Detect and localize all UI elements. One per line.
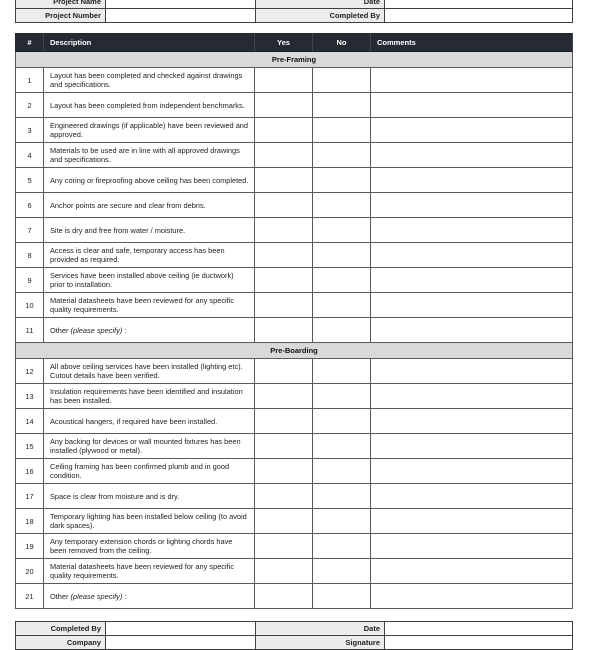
comments-cell[interactable] — [371, 118, 573, 143]
yes-cell[interactable] — [255, 484, 313, 509]
no-cell[interactable] — [313, 559, 371, 584]
checklist-row-8 — [16, 243, 573, 268]
section-title: Pre-Framing — [16, 52, 573, 68]
project-name-label: Project Name — [16, 0, 106, 9]
row-number: 1 — [16, 68, 44, 93]
no-cell[interactable] — [313, 359, 371, 384]
row-number: 17 — [16, 484, 44, 509]
no-cell[interactable] — [313, 509, 371, 534]
row-description: All above ceiling services have been installed (lighting etc). Cutout details have been verified. — [44, 359, 255, 384]
row-description: Access is clear and safe, temporary access has been provided as required. — [44, 243, 255, 268]
row-number: 10 — [16, 293, 44, 318]
no-cell[interactable] — [313, 118, 371, 143]
row-description: Any backing for devices or wall mounted fixtures has been installed (plywood or metal). — [44, 434, 255, 459]
row-number: 4 — [16, 143, 44, 168]
col-description-header: Description — [44, 34, 255, 52]
checklist-row-19 — [16, 534, 573, 559]
checklist-row-15 — [16, 434, 573, 459]
no-cell[interactable] — [313, 293, 371, 318]
comments-cell[interactable] — [371, 509, 573, 534]
row-number: 20 — [16, 559, 44, 584]
no-cell[interactable] — [313, 143, 371, 168]
no-cell[interactable] — [313, 68, 371, 93]
yes-cell[interactable] — [255, 509, 313, 534]
yes-cell[interactable] — [255, 68, 313, 93]
comments-cell[interactable] — [371, 293, 573, 318]
checklist-row-1 — [16, 68, 573, 93]
row-number: 19 — [16, 534, 44, 559]
yes-cell[interactable] — [255, 93, 313, 118]
yes-cell[interactable] — [255, 268, 313, 293]
yes-cell[interactable] — [255, 434, 313, 459]
no-cell[interactable] — [313, 168, 371, 193]
row-description: Other (please specify) : — [44, 584, 255, 609]
yes-cell[interactable] — [255, 243, 313, 268]
row-number: 18 — [16, 509, 44, 534]
col-comments-header: Comments — [371, 34, 573, 52]
comments-cell[interactable] — [371, 459, 573, 484]
comments-cell[interactable] — [371, 268, 573, 293]
comments-cell[interactable] — [371, 318, 573, 343]
yes-cell[interactable] — [255, 168, 313, 193]
checklist-row-10 — [16, 293, 573, 318]
row-description: Anchor points are secure and clear from debris. — [44, 193, 255, 218]
row-description: Layout has been completed from independent benchmarks. — [44, 93, 255, 118]
no-cell[interactable] — [313, 93, 371, 118]
row-description-note: (please specify) — [70, 591, 123, 601]
yes-cell[interactable] — [255, 559, 313, 584]
row-number: 6 — [16, 193, 44, 218]
row-description: Layout has been completed and checked against drawings and specifications. — [44, 68, 255, 93]
checklist-row-11 — [16, 318, 573, 343]
project-name-field[interactable] — [106, 0, 256, 9]
signoff-row-2 — [16, 636, 573, 650]
no-cell[interactable] — [313, 534, 371, 559]
section-title: Pre-Boarding — [16, 343, 573, 359]
checklist-row-4 — [16, 143, 573, 168]
row-description: Services have been installed above ceiling (ie ductwork) prior to installation. — [44, 268, 255, 293]
row-number: 15 — [16, 434, 44, 459]
comments-cell[interactable] — [371, 409, 573, 434]
checklist-row-13 — [16, 384, 573, 409]
comments-cell[interactable] — [371, 559, 573, 584]
signoff-completed-by-field[interactable] — [106, 622, 256, 636]
comments-cell[interactable] — [371, 359, 573, 384]
signature-label: Signature — [256, 636, 385, 650]
row-number: 7 — [16, 218, 44, 243]
no-cell[interactable] — [313, 409, 371, 434]
checklist-row-21 — [16, 584, 573, 609]
row-description: Site is dry and free from water / moisture. — [44, 218, 255, 243]
company-label: Company — [16, 636, 106, 650]
checklist-row-12 — [16, 359, 573, 384]
row-number: 14 — [16, 409, 44, 434]
checklist-table — [15, 33, 573, 609]
row-description-note: (please specify) — [70, 325, 123, 335]
yes-cell[interactable] — [255, 359, 313, 384]
row-description: Acoustical hangers, if required have been installed. — [44, 409, 255, 434]
page-content — [15, 0, 572, 650]
checklist-body — [16, 52, 573, 609]
yes-cell[interactable] — [255, 459, 313, 484]
checklist-row-18 — [16, 509, 573, 534]
yes-cell[interactable] — [255, 293, 313, 318]
signature-field[interactable] — [385, 636, 573, 650]
yes-cell[interactable] — [255, 218, 313, 243]
signoff-date-label: Date — [256, 622, 385, 636]
comments-cell[interactable] — [371, 168, 573, 193]
signoff-completed-by-label: Completed By — [16, 622, 106, 636]
section-row-pre-boarding — [16, 343, 573, 359]
row-description: Other (please specify) : — [44, 318, 255, 343]
comments-cell[interactable] — [371, 93, 573, 118]
row-number: 5 — [16, 168, 44, 193]
row-description: Ceiling framing has been confirmed plumb and in good condition. — [44, 459, 255, 484]
comments-cell[interactable] — [371, 584, 573, 609]
row-description: Any temporary extension chords or lighting chords have been removed from the ceiling. — [44, 534, 255, 559]
yes-cell[interactable] — [255, 409, 313, 434]
checklist-row-20 — [16, 559, 573, 584]
comments-cell[interactable] — [371, 218, 573, 243]
project-number-field[interactable] — [106, 9, 256, 23]
yes-cell[interactable] — [255, 193, 313, 218]
company-field[interactable] — [106, 636, 256, 650]
checklist-row-6 — [16, 193, 573, 218]
col-yes-header: Yes — [255, 34, 313, 52]
row-description: Space is clear from moisture and is dry. — [44, 484, 255, 509]
yes-cell[interactable] — [255, 384, 313, 409]
checklist-row-17 — [16, 484, 573, 509]
signoff-table — [15, 621, 573, 650]
col-number-header: # — [16, 34, 44, 52]
no-cell[interactable] — [313, 243, 371, 268]
no-cell[interactable] — [313, 484, 371, 509]
row-number: 21 — [16, 584, 44, 609]
checklist-row-9 — [16, 268, 573, 293]
row-number: 16 — [16, 459, 44, 484]
date-label: Date — [256, 0, 385, 9]
no-cell[interactable] — [313, 459, 371, 484]
row-description: Material datasheets have been reviewed for any specific quality requirements. — [44, 559, 255, 584]
no-cell[interactable] — [313, 434, 371, 459]
comments-cell[interactable] — [371, 68, 573, 93]
col-no-header: No — [313, 34, 371, 52]
comments-cell[interactable] — [371, 384, 573, 409]
completed-by-field[interactable] — [385, 9, 573, 23]
comments-cell[interactable] — [371, 243, 573, 268]
row-number: 8 — [16, 243, 44, 268]
project-number-label: Project Number — [16, 9, 106, 23]
checklist-row-7 — [16, 218, 573, 243]
no-cell[interactable] — [313, 584, 371, 609]
comments-cell[interactable] — [371, 434, 573, 459]
no-cell[interactable] — [313, 193, 371, 218]
no-cell[interactable] — [313, 384, 371, 409]
yes-cell[interactable] — [255, 318, 313, 343]
no-cell[interactable] — [313, 268, 371, 293]
checklist-row-2 — [16, 93, 573, 118]
yes-cell[interactable] — [255, 118, 313, 143]
section-row-pre-framing — [16, 52, 573, 68]
no-cell[interactable] — [313, 318, 371, 343]
yes-cell[interactable] — [255, 584, 313, 609]
signoff-row-1 — [16, 622, 573, 636]
checklist-row-16 — [16, 459, 573, 484]
comments-cell[interactable] — [371, 143, 573, 168]
signoff-date-field[interactable] — [385, 622, 573, 636]
completed-by-label: Completed By — [256, 9, 385, 23]
row-number: 9 — [16, 268, 44, 293]
project-info-row-2 — [16, 9, 573, 23]
checklist-header-row — [16, 34, 573, 52]
row-number: 11 — [16, 318, 44, 343]
row-description: Material datasheets have been reviewed for any specific quality requirements. — [44, 293, 255, 318]
checklist-row-3 — [16, 118, 573, 143]
row-number: 3 — [16, 118, 44, 143]
checklist-row-5 — [16, 168, 573, 193]
yes-cell[interactable] — [255, 534, 313, 559]
row-number: 13 — [16, 384, 44, 409]
row-description: Insulation requirements have been identified and insulation has been installed. — [44, 384, 255, 409]
yes-cell[interactable] — [255, 143, 313, 168]
comments-cell[interactable] — [371, 484, 573, 509]
comments-cell[interactable] — [371, 193, 573, 218]
project-info-table — [15, 0, 573, 23]
comments-cell[interactable] — [371, 534, 573, 559]
date-field[interactable] — [385, 0, 573, 9]
row-number: 2 — [16, 93, 44, 118]
no-cell[interactable] — [313, 218, 371, 243]
row-description: Any coring or fireproofing above ceiling has been completed. — [44, 168, 255, 193]
project-info-row-1 — [16, 0, 573, 9]
row-description: Engineered drawings (if applicable) have been reviewed and approved. — [44, 118, 255, 143]
checklist-row-14 — [16, 409, 573, 434]
row-description: Materials to be used are in line with all approved drawings and specifications. — [44, 143, 255, 168]
row-number: 12 — [16, 359, 44, 384]
row-description: Temporary lighting has been installed below ceiling (to avoid dark spaces). — [44, 509, 255, 534]
